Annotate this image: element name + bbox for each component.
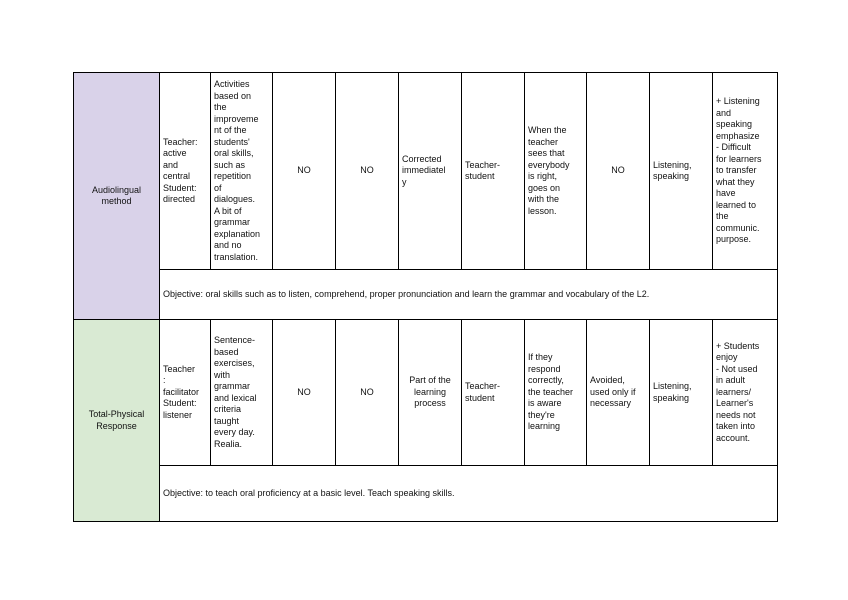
column-4-cell: NO xyxy=(273,73,336,270)
column-4-cell: NO xyxy=(273,320,336,466)
teacher-student-roles-cell: Teacher: active and central Student: directed xyxy=(160,73,211,270)
errors-cell: Part of the learning process xyxy=(399,320,462,466)
column-5-cell: NO xyxy=(336,73,399,270)
pros-cons-cell: + Students enjoy - Not used in adult learners/ Learner's needs not taken into account. xyxy=(713,320,778,466)
table-row-audiolingual xyxy=(74,73,778,270)
column-5-cell: NO xyxy=(336,320,399,466)
evaluation-cell: When the teacher sees that everybody is right, goes on with the lesson. xyxy=(525,73,587,270)
method-name-cell: Total-Physical Response xyxy=(74,320,160,522)
table-row-audiolingual-objective xyxy=(74,270,778,320)
interaction-cell: Teacher- student xyxy=(462,320,525,466)
method-name-cell: Audiolingual method xyxy=(74,73,160,320)
pros-cons-cell: + Listening and speaking emphasize - Difficult for learners to transfer what they have learned to the communic. purpose. xyxy=(713,73,778,270)
activities-cell: Activities based on the improveme nt of the students' oral skills, such as repetition of dialogues. A bit of grammar explanation and no translation. xyxy=(211,73,273,270)
methods-comparison-table xyxy=(73,72,778,522)
l1-use-cell: Avoided, used only if necessary xyxy=(587,320,650,466)
table-row-tpr-objective xyxy=(74,466,778,522)
table-row-total-physical-response xyxy=(74,320,778,466)
objective-cell: Objective: oral skills such as to listen, comprehend, proper pronunciation and learn the grammar and vocabulary of the L2. xyxy=(160,270,778,320)
teacher-student-roles-cell: Teacher : facilitator Student: listener xyxy=(160,320,211,466)
errors-cell: Corrected immediatel y xyxy=(399,73,462,270)
skills-cell: Listening, speaking xyxy=(650,320,713,466)
skills-cell: Listening, speaking xyxy=(650,73,713,270)
activities-cell: Sentence- based exercises, with grammar and lexical criteria taught every day. Realia. xyxy=(211,320,273,466)
evaluation-cell: If they respond correctly, the teacher is aware they're learning xyxy=(525,320,587,466)
objective-cell: Objective: to teach oral proficiency at a basic level. Teach speaking skills. xyxy=(160,466,778,522)
l1-use-cell: NO xyxy=(587,73,650,270)
interaction-cell: Teacher- student xyxy=(462,73,525,270)
